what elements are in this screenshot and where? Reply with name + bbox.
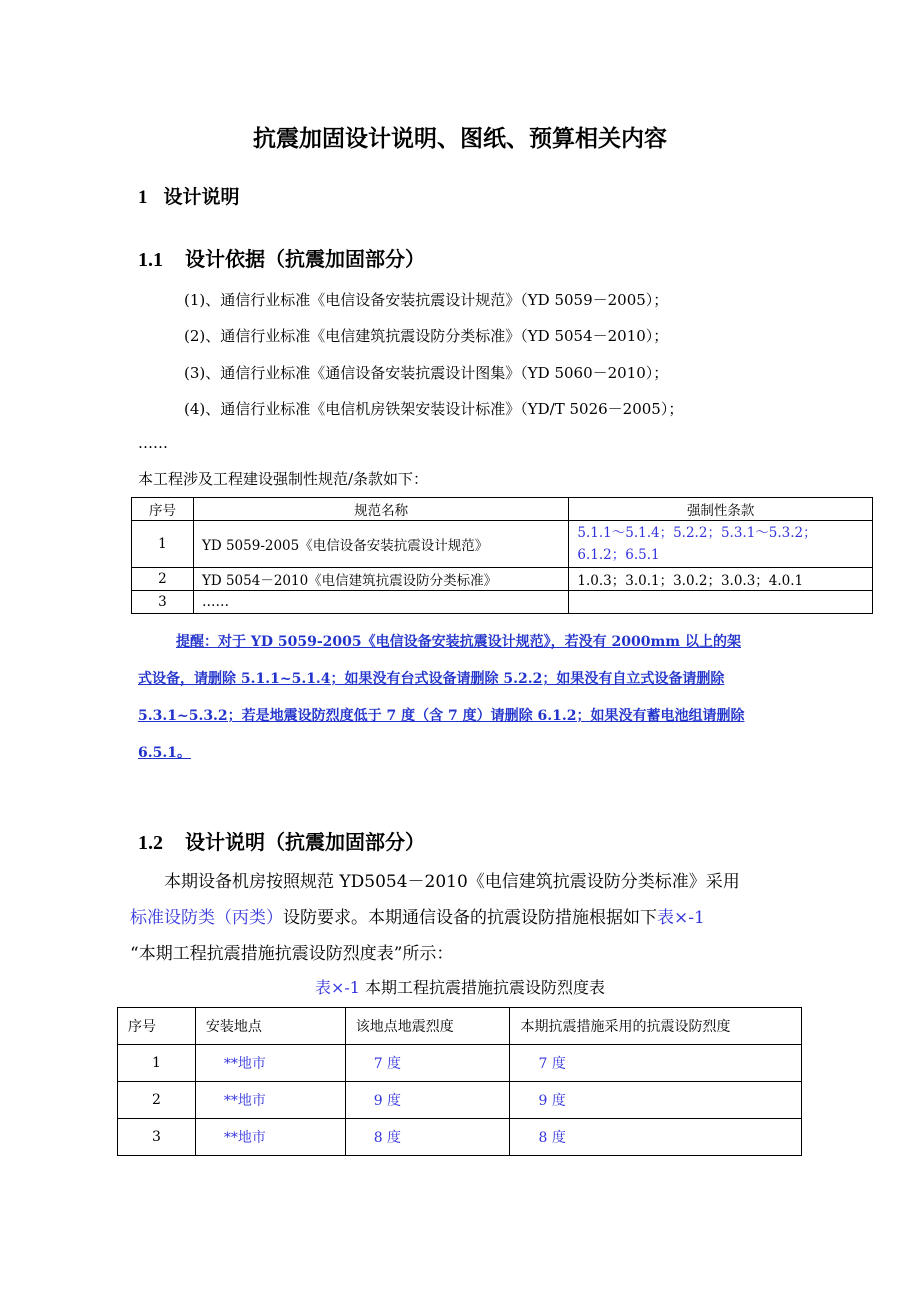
reference-item: (2)、通信行业标准《电信建筑抗震设防分类标准》（YD 5054－2010）；	[184, 327, 669, 345]
design-class-text: 标准设防类（丙类）	[130, 908, 283, 928]
table-reference-link[interactable]: 表×-1	[657, 908, 705, 928]
clauses-cell: 1.0.3；3.0.1；3.0.2；3.0.3；4.0.1	[569, 568, 873, 591]
table-row	[132, 591, 873, 614]
section-title: 设计说明（抗震加固部分）	[185, 830, 425, 854]
section-1-1-heading	[138, 243, 425, 272]
row-number: 1	[132, 521, 194, 568]
install-location: **地市	[195, 1045, 345, 1082]
table-reference-label: 表×-1	[314, 978, 360, 997]
design-intensity: 8 度	[510, 1119, 802, 1156]
table1-intro: 本工程涉及工程建设强制性规范/条款如下：	[138, 470, 429, 488]
design-description	[130, 864, 780, 972]
table-row	[118, 1119, 802, 1156]
header-cell: 序号	[118, 1008, 196, 1045]
header-cell: 强制性条款	[569, 498, 873, 521]
header-cell: 安装地点	[195, 1008, 345, 1045]
section-number: 1.2	[138, 832, 163, 854]
reference-item: (1)、通信行业标准《电信设备安装抗震设计规范》（YD 5059－2005）；	[184, 291, 669, 309]
reminder-line: 提醒：对于 YD 5059-2005《电信设备安装抗震设计规范》，若没有 2000mm 以上的架	[176, 634, 741, 650]
reminder-line: 6.5.1。	[138, 745, 191, 761]
seismic-intensity-table	[117, 1007, 802, 1156]
body-line	[130, 900, 780, 936]
clauses-cell	[569, 591, 873, 614]
header-cell: 该地点地震烈度	[345, 1008, 510, 1045]
table-caption-text: 本期工程抗震措施抗震设防烈度表	[359, 978, 606, 997]
section-number: 1	[138, 187, 148, 208]
table-row	[132, 521, 873, 568]
install-location: **地市	[195, 1119, 345, 1156]
clauses-line: 5.1.1～5.1.4；5.2.2；5.3.1～5.3.2；	[577, 525, 817, 541]
table-header-row	[132, 498, 873, 521]
install-location: **地市	[195, 1082, 345, 1119]
table-row	[118, 1045, 802, 1082]
site-intensity: 8 度	[345, 1119, 510, 1156]
section-1-2-heading	[138, 826, 425, 855]
standard-name: YD 5059-2005《电信设备安装抗震设计规范》	[193, 521, 568, 568]
reminder-note	[138, 624, 786, 772]
standard-name: YD 5054－2010《电信建筑抗震设防分类标准》	[193, 568, 568, 591]
standard-name: ……	[193, 591, 568, 614]
body-line: “本期工程抗震措施抗震设防烈度表”所示：	[130, 944, 454, 964]
row-number: 2	[118, 1082, 196, 1119]
site-intensity: 9 度	[345, 1082, 510, 1119]
row-number: 3	[118, 1119, 196, 1156]
ellipsis: ……	[138, 434, 168, 452]
clauses-line: 6.1.2；6.5.1	[577, 547, 660, 563]
section-title: 设计依据（抗震加固部分）	[185, 247, 425, 271]
design-intensity: 7 度	[510, 1045, 802, 1082]
section-title: 设计说明	[163, 186, 240, 208]
header-cell: 规范名称	[193, 498, 568, 521]
body-text: 设防要求。本期通信设备的抗震设防措施根据如下	[283, 908, 657, 928]
table-row	[132, 568, 873, 591]
reminder-line: 式设备，请删除 5.1.1~5.1.4；如果没有台式设备请删除 5.2.2；如果没有自立式设备请删除	[138, 671, 725, 687]
row-number: 2	[132, 568, 194, 591]
row-number: 1	[118, 1045, 196, 1082]
table-header-row	[118, 1008, 802, 1045]
reminder-line: 5.3.1~5.3.2；若是地震设防烈度低于 7 度（含 7 度）请删除 6.1.2；如果没有蓄电池组请删除	[138, 708, 745, 724]
site-intensity: 7 度	[345, 1045, 510, 1082]
table-row	[118, 1082, 802, 1119]
page-title: 抗震加固设计说明、图纸、预算相关内容	[253, 126, 667, 152]
reference-item: (4)、通信行业标准《电信机房铁架安装设计标准》（YD/T 5026－2005）；	[184, 400, 684, 418]
clauses-cell	[569, 521, 873, 568]
section-1-heading	[138, 182, 240, 209]
section-number: 1.1	[138, 249, 163, 271]
table2-caption	[0, 975, 920, 998]
mandatory-clauses-table	[131, 497, 873, 614]
header-cell: 序号	[132, 498, 194, 521]
design-intensity: 9 度	[510, 1082, 802, 1119]
row-number: 3	[132, 591, 194, 614]
reference-item: (3)、通信行业标准《通信设备安装抗震设计图集》（YD 5060－2010）；	[184, 364, 669, 382]
header-cell: 本期抗震措施采用的抗震设防烈度	[510, 1008, 802, 1045]
body-line: 本期设备机房按照规范 YD5054－2010《电信建筑抗震设防分类标准》采用	[164, 872, 740, 892]
